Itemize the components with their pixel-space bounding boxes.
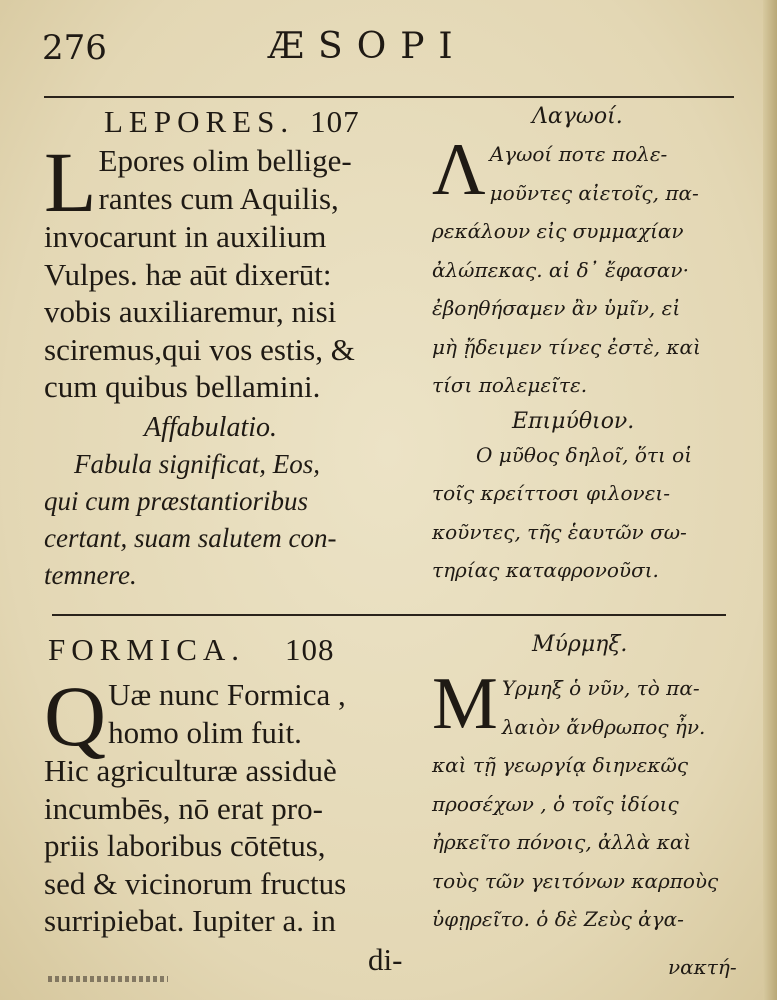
dropcap-Mu: Μ [432,663,498,745]
fable-108-greek [432,632,742,939]
header-rule [44,96,734,98]
greek-line: ἐβοηθήσαμεν ἂν ὑμῖν, εἰ [432,296,681,320]
greek-moral-line: τηρίας καταφρονοῦσι. [432,558,659,582]
moral-line: Fabula significat, Eos, [74,448,320,479]
moral-line: qui cum præstantioribus [44,485,309,516]
page-number: 276 [42,28,107,68]
fable-107-greek-moral [432,436,742,590]
fable-107-title-greek: Λαγωοί. [532,104,623,129]
greek-line: ἠρκεῖτο πόνοις, ἀλλὰ καὶ [432,830,692,854]
fable-108-title-latin: FORMICA. [48,632,246,667]
greek-line: τοὺς τῶν γειτόνων καρποὺς [432,868,719,893]
fable-108-latin [44,632,404,940]
latin-line: incumbēs, nō erat pro- [44,790,323,826]
affabulatio-label: Affabulatio. [144,411,277,443]
fable-108-greek-text [432,663,742,939]
greek-line: καὶ τῇ γεωργίᾳ διηνεκῶς [432,753,689,777]
ink-smudge [48,976,168,982]
greek-line: προσέχων , ὁ τοῖς ἰδίοις [432,791,679,816]
section-rule [52,614,726,616]
latin-line: surripiebat. Iupiter a. in [44,903,336,938]
fable-108-latin-text [44,668,404,940]
fable-108-number: 108 [285,632,335,667]
dropcap-Q: Q [44,668,107,764]
fable-107-greek-text [432,129,742,405]
latin-line: Vulpes. hæ aūt dixerūt: [44,256,332,292]
fable-107-greek [432,104,742,590]
fable-108-title-greek: Μύρμηξ. [532,632,628,657]
greek-line: μοῦντες αἰετοῖς, πα- [489,180,699,205]
greek-line: μὴ ᾔδειμεν τίνες ἐστὲ, καὶ [432,334,701,359]
greek-line: ἀλώπεκας. αἱ δ᾽ ἔφασαν· [432,257,689,282]
latin-catchword: di- [368,942,403,977]
latin-line: sed & vicinorum fructus [44,865,347,901]
greek-line: Υρμηξ ὁ νῦν, τὸ πα- [501,676,700,700]
greek-moral-line: κοῦντες, τῆς ἑαυτῶν σω- [432,519,687,544]
fable-107-title [44,104,404,140]
greek-line: Αγωοί ποτε πολε- [489,142,668,166]
fable-107-number: 107 [310,104,360,139]
greek-line: ὑφῃρεῖτο. ὁ δὲ Ζεὺς ἀγα- [432,907,684,931]
greek-moral-line: Ο μῦθος δηλοῖ, ὅτι οἱ [476,442,693,467]
latin-line: priis laboribus cōtētus, [44,828,326,863]
greek-line: λαιὸν ἄνθρωπος ἦν. [501,714,706,739]
latin-line: invocarunt in auxilium [44,219,327,254]
latin-line: rantes cum Aquilis, [98,180,339,216]
moral-line: certant, suam salutem con- [44,522,337,553]
latin-line: Hic agriculturæ assiduè [44,753,337,788]
fable-108-title [44,632,404,668]
greek-line: ρεκάλουν εἰς συμμαχίαν [432,219,684,243]
moral-line: temnere. [44,559,137,590]
dropcap-Lambda: Λ [432,129,486,211]
latin-line: Uæ nunc Formica , [108,677,346,712]
fable-107-latin-moral [44,446,404,594]
greek-moral-line: τοῖς κρείττοσι φιλονει- [432,481,671,505]
fable-107-title-latin: LEPORES. [104,104,295,139]
dropcap-L: L [44,134,97,230]
running-title: ÆSOPI [268,26,467,67]
latin-line: sciremus,qui vos estis, & [44,331,355,367]
greek-line: τίσι πολεμεῖτε. [432,373,588,397]
greek-catchword: νακτή- [668,955,737,979]
epimythion-label: Επιμύθιον. [512,408,635,434]
latin-line: Epores olim bellige- [98,143,352,178]
fable-107-latin [44,104,404,594]
latin-line: homo olim fuit. [108,714,302,750]
latin-line: vobis auxiliaremur, nisi [44,294,337,329]
fable-107-latin-text [44,134,404,406]
latin-line: cum quibus bellamini. [44,369,321,404]
page-edge [763,0,777,1000]
